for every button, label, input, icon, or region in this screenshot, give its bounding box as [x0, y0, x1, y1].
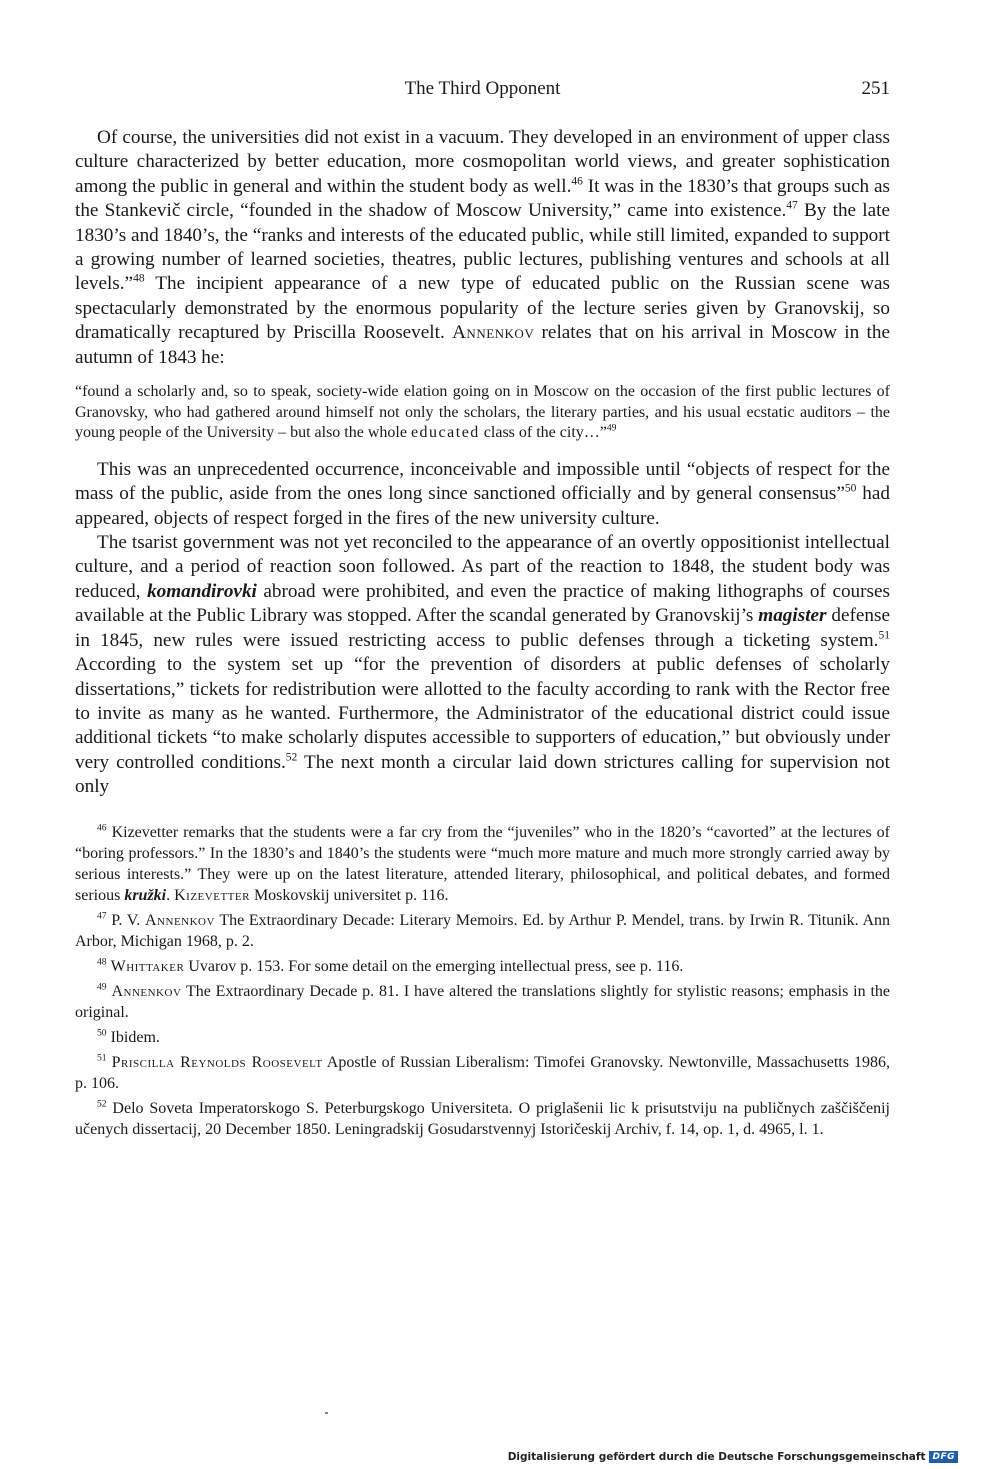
dfg-logo-icon: DFG	[929, 1451, 958, 1463]
digitization-credit	[508, 1451, 958, 1463]
footnote-number: 51	[97, 1052, 107, 1064]
emphasized-term: kružki	[124, 886, 167, 904]
footnote-46	[75, 822, 890, 906]
text-run: Kizevetter remarks that the students were a far cry from the “juveniles” who in the 1820’s “cavorted” at the lectures of “boring professors.” In the 1830’s and 1840’s the students were “much more mature and much more strongly carried away by serious interests.” They were up on the latest literature, attended literary, philosophical, and political debates, and formed serious	[75, 823, 890, 904]
document-page	[75, 78, 890, 1144]
text-run: Ibidem.	[106, 1028, 160, 1046]
footnote-number: 46	[97, 822, 107, 834]
footnote-number: 48	[97, 956, 107, 968]
text-run: The tsarist government was not yet reconciled to the appearance of an overtly oppositionist intellectual culture, and a period of reaction soon followed. As part of the reaction to 1848, the student body was reduced,	[75, 532, 890, 602]
footnote-ref: 51	[878, 629, 890, 642]
emphasized-term: komandirovki	[147, 580, 257, 602]
text-run: .	[166, 886, 175, 904]
footnote-ref: 46	[571, 175, 583, 188]
quote-text: class of the city…”	[479, 424, 607, 442]
footnote-52	[75, 1098, 890, 1140]
text-run: By the late 1830’s and 1840’s, the “ranks and interests of the educated public, while still limited, expanded to support a growing number of learned societies, theatres, public lectures, publishing ventures and schools at all levels.”	[75, 200, 890, 295]
text-run: The next month a circular laid down strictures calling for supervision not only	[75, 751, 890, 798]
quote-emphasis: educated	[410, 424, 480, 442]
text-run: relates that on his arrival in Moscow in the autumn of 1843 he:	[75, 322, 890, 368]
author-name: Annenkov	[145, 911, 215, 929]
text-run: Uvarov p. 153. For some detail on the emerging intellectual press, see p. 116.	[184, 957, 684, 975]
text-run: According to the system set up “for the prevention of disorders at public defenses of scholarly dissertations,” tickets for redistribution were allotted to the faculty according to rank with the Rector free to invite as many as he wanted. Furthermore, the Administrator of the educational district could issue additional tickets “to make scholarly disputes accessible to supporters of education,” but obviously under very controlled conditions.	[75, 654, 890, 773]
running-head	[75, 78, 890, 106]
text-run: This was an unprecedented occurrence, inconceivable and impossible until “objects of respect for the mass of the public, aside from the ones long since sanctioned officially and by general consensus”	[75, 458, 890, 505]
text-run: Of course, the universities did not exist in a vacuum. They developed in an environment of upper class culture characterized by better education, more cosmopolitan world views, and greater sophistication among the public in general and within the student body as well.	[75, 127, 890, 197]
text-run: Moskovskij universitet p. 116.	[249, 886, 449, 904]
footnote-number: 49	[97, 981, 107, 993]
credit-text: Digitalisierung gefördert durch die Deutsche Forschungsgemeinschaft	[507, 1451, 926, 1463]
footnote-51	[75, 1052, 890, 1094]
footnote-number: 50	[97, 1027, 107, 1039]
footnote-number: 47	[97, 910, 107, 922]
footnotes	[75, 822, 890, 1140]
author-name: Annenkov	[452, 322, 535, 344]
footnote-48	[75, 956, 890, 977]
text-run: The Extraordinary Decade p. 81. I have altered the translations slightly for stylistic reasons; emphasis in the original.	[75, 982, 891, 1021]
paragraph-2	[75, 458, 890, 531]
author-name: Annenkov	[111, 982, 182, 1000]
body-text	[75, 126, 890, 800]
running-title: The Third Opponent	[404, 78, 561, 99]
text-run: Apostle of Russian Liberalism: Timofei Granovsky. Newtonville, Massachusetts 1986, p. 106.	[75, 1053, 891, 1092]
text-run: The Extraordinary Decade: Literary Memoirs. Ed. by Arthur P. Mendel, trans. by Irwin R. Titunik. Ann Arbor, Michigan 1968, p. 2.	[75, 911, 891, 950]
text-run: The incipient appearance of a new type of educated public on the Russian scene was spectacularly demonstrated by the enormous popularity of the lecture series given by Granovskij, so dramatically recaptured by Priscilla Roosevelt.	[75, 273, 890, 344]
text-run: P. V.	[106, 911, 145, 929]
footnote-ref: 47	[786, 199, 798, 212]
footnote-ref: 50	[844, 482, 857, 495]
page-number: 251	[861, 78, 890, 99]
emphasized-term: magister	[758, 605, 827, 627]
author-name: Priscilla Reynolds Roosevelt	[111, 1053, 323, 1071]
footnote-ref: 48	[133, 273, 145, 286]
author-name: Whittaker	[110, 957, 185, 975]
text-run: Delo Soveta Imperatorskogo S. Peterburgskogo Universiteta. O priglašenii lic k prisutstviju na publičnych zaščiščenij učenych dissertacij, 20 December 1850. Leningradskij Gosudarstvennyj Istoričeskij Archiv, f. 14, op. 1, d. 4965, l. 1.	[75, 1099, 890, 1138]
footnote-47	[75, 910, 890, 952]
scan-speck	[325, 1412, 328, 1414]
paragraph-1	[75, 126, 890, 370]
footnote-ref: 49	[606, 422, 617, 434]
text-run: had appeared, objects of respect forged in the fires of the new university culture.	[75, 483, 890, 529]
text-run: defense in 1845, new rules were issued restricting access to public defenses through a ticketing system.	[75, 605, 891, 651]
footnote-50	[75, 1027, 890, 1048]
text-run: It was in the 1830’s that groups such as the Stankevič circle, “founded in the shadow of Moscow University,” came into existence.	[75, 175, 890, 222]
quote-text: “found a scholarly and, so to speak, society-wide elation going on in Moscow on the occasion of the first public lectures of Granovsky, who had gathered around himself not only the scholars, the literary parties, and his usual ecstatic auditors – the young people of the University – but also the whole	[75, 383, 890, 442]
paragraph-3	[75, 531, 890, 799]
footnote-49	[75, 981, 890, 1023]
footnote-ref: 52	[285, 751, 298, 764]
author-name: Kizevetter	[174, 886, 250, 904]
footnote-number: 52	[97, 1098, 107, 1110]
block-quote	[75, 382, 890, 444]
text-run: abroad were prohibited, and even the practice of making lithographs of courses available at the Public Library was stopped. After the scandal generated by Granovskij’s	[75, 580, 890, 627]
